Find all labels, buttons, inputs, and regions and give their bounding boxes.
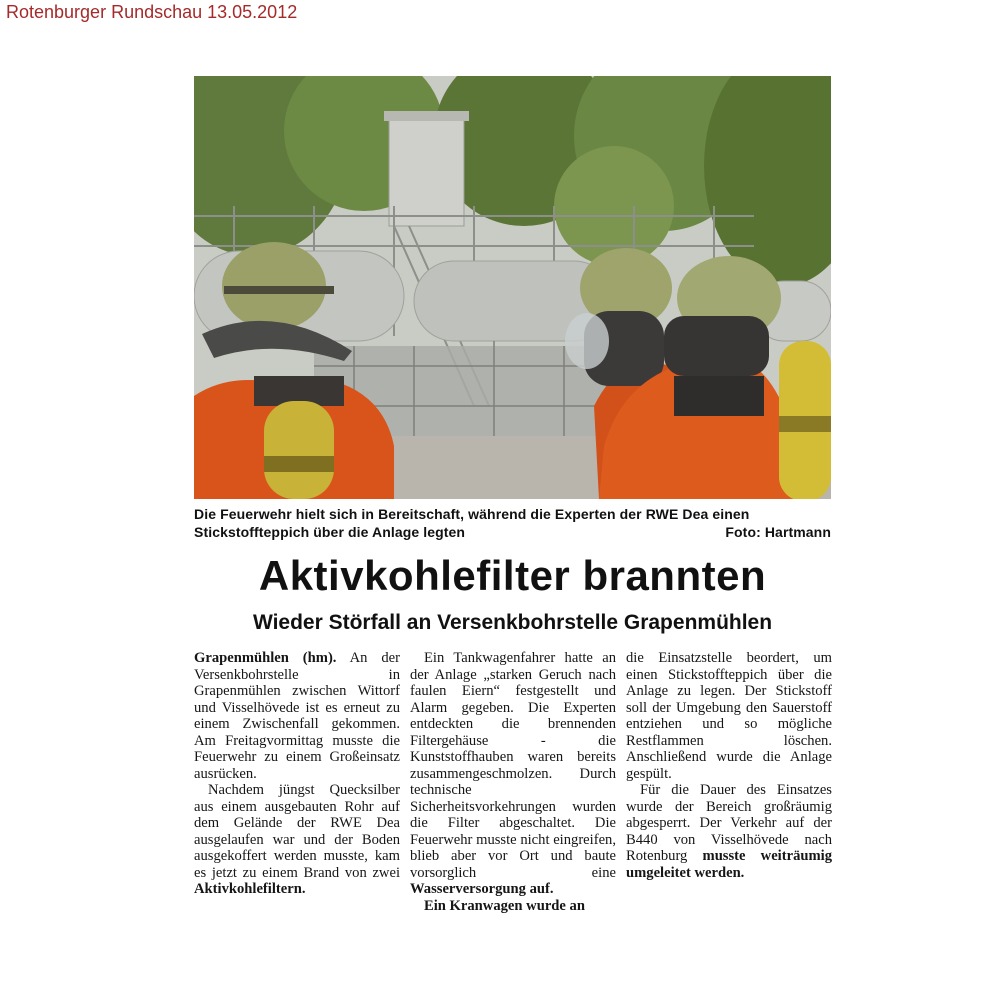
subheadline: Wieder Störfall an Versenkbohrstelle Grapenmühlen [252, 611, 773, 634]
article-paragraph [194, 650, 400, 782]
photo-credit: Foto: Hartmann [725, 524, 831, 540]
article-text: Für die Dauer des Einsatzes wurde der Bereich großräumig abgesperrt. Der Verkehr auf der B440 von Visselhövede nach Rotenburg [626, 782, 832, 864]
source-label: Rotenburger Rundschau 13.05.2012 [6, 2, 298, 22]
article-column-3 [626, 650, 832, 881]
article-text: musste weiträumig umgeleitet werden. [626, 848, 832, 881]
article-paragraph [626, 650, 832, 782]
article-column-2 [410, 650, 616, 914]
article-paragraph [626, 782, 832, 881]
article-photo [194, 76, 831, 499]
article-text: Wasserversorgung auf. [410, 881, 554, 897]
article-text: Ein Kranwagen wurde an [424, 897, 585, 914]
article-paragraph [410, 898, 616, 915]
article-lead: Grapenmühlen (hm). [194, 650, 337, 666]
article-body [194, 650, 834, 920]
headline: Aktivkohlefilter brannten [258, 552, 767, 599]
article-text: Ein Tankwagenfahrer hatte an der Anlage „starken Geruch nach faulen Eiern“ festgestellt und Alarm gegeben. Die Experten entdeckten die brennenden Filtergehäuse - die Kunststoffhauben waren bereits zusammengeschmolzen. Durch technische Sicherheitsvorkehrungen wurden die Filter abgeschaltet. Die Feuerwehr musste nicht eingreifen, blieb aber vor Ort und baute vorsorglich eine [410, 650, 616, 881]
article-text: die Einsatzstelle beordert, um einen Stickstoffteppich über die Anlage zu legen. Der Stickstoff soll der Umgebung den Sauerstoff entziehen und so mögliche Restflammen löschen. Anschließend wurde die Anlage gespült. [626, 650, 832, 782]
article-paragraph [410, 650, 616, 898]
article-text: Nachdem jüngst Quecksilber aus einem ausgebauten Rohr auf dem Gelände der RWE Dea ausgelaufen war und der Boden ausgekoffert werden musste, kam es jetzt zu einem Brand von zwei [194, 782, 400, 881]
caption-text: Die Feuerwehr hielt sich in Bereitschaft, während die Experten der RWE Dea einen Stickstoffteppich über die Anlage legten [194, 506, 750, 540]
article-column-1 [194, 650, 400, 898]
article-paragraph [194, 782, 400, 898]
article-text: Aktivkohlefiltern. [194, 881, 306, 897]
article-text: An der Versenkbohrstelle in Grapenmühlen zwischen Wittorf und Visselhövede ist es erneut zu einem Zwischenfall gekommen. Am Freitagvormittag musste die Feuerwehr zu einem Großeinsatz ausrücken. [194, 650, 400, 782]
photo-caption [194, 505, 831, 541]
